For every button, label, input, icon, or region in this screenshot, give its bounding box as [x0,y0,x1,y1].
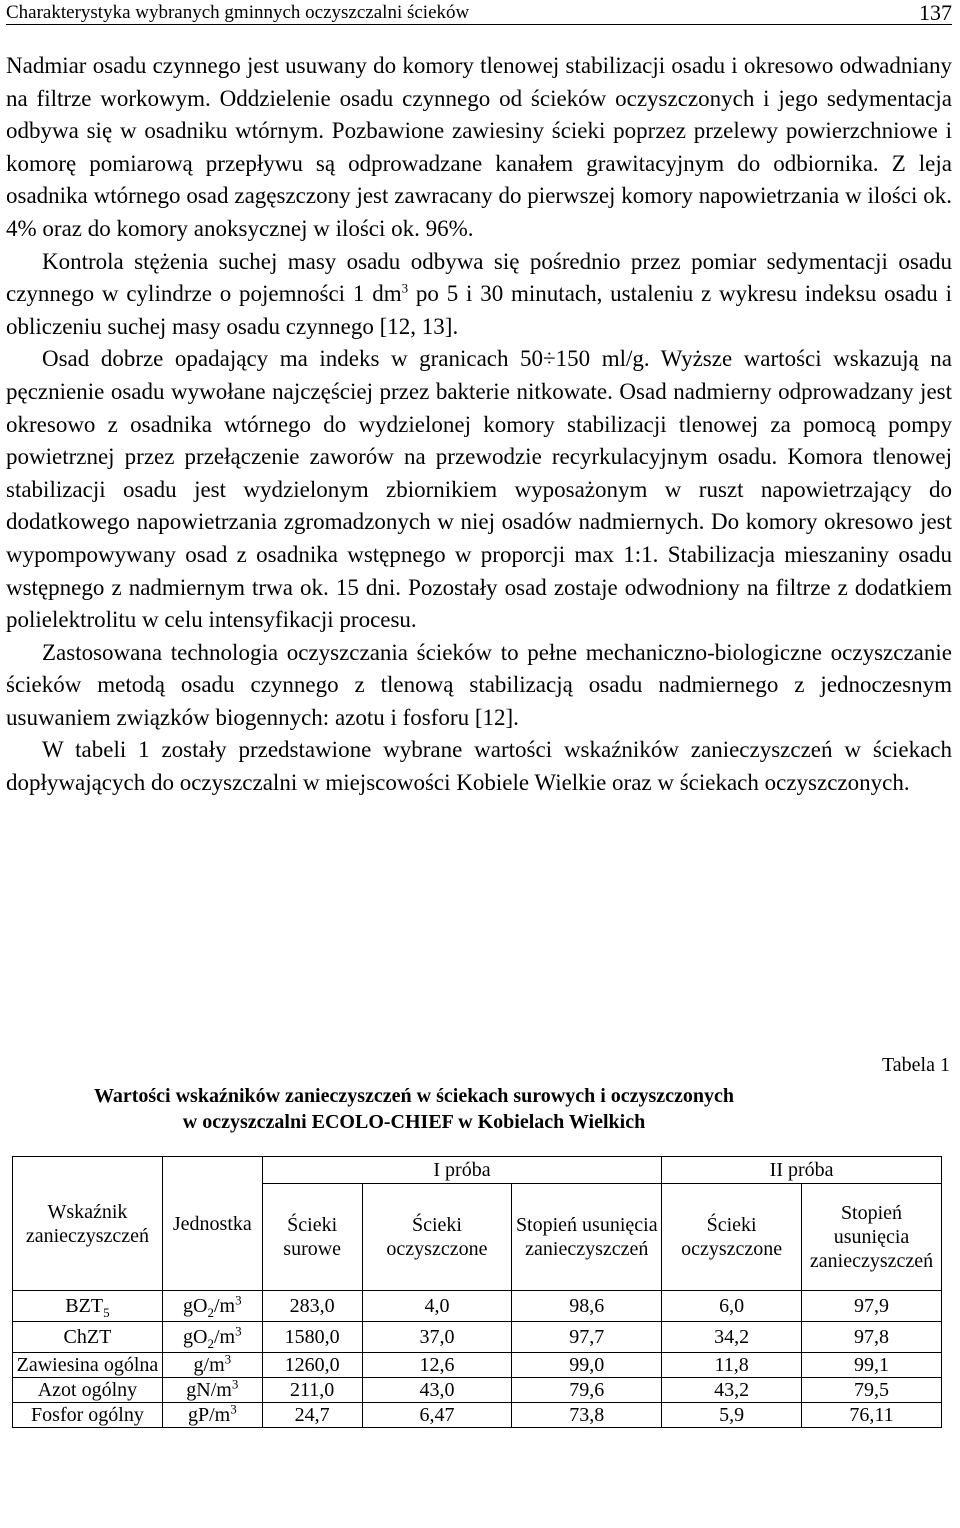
cell-unit [162,1403,262,1428]
cell-raw: 1260,0 [262,1353,362,1378]
paragraph-5: W tabeli 1 zostały przedstawione wybrane wartości wskaźników zanieczyszczeń w ściekach dopływających do oczyszczalni w miejscowości Kobiele Wielkie oraz w ściekach oczyszczonych. [6,737,952,796]
cell-raw: 24,7 [262,1403,362,1428]
cell-treated1: 6,47 [362,1403,512,1428]
paragraph-2 [6,246,952,344]
running-header [6,0,952,25]
header-unit: Jednostka [162,1157,262,1291]
header-group-1: I próba [262,1157,661,1184]
paragraph-2-superscript: 3 [401,280,409,296]
paragraph-2-part-2: po 5 i 30 minutach, ustaleniu z wykresu indeksu osadu i obliczeniu suchej masy osadu czynnego [12, 13]. [6,281,952,339]
header-removal-2: Stopień usunięcia zanieczyszczeń [802,1184,942,1291]
table-caption [6,1083,952,1135]
cell-indicator [13,1403,163,1428]
cell-unit [162,1291,262,1322]
data-table [12,1156,942,1428]
cell-indicator [13,1353,163,1378]
indicator-name: ChZT [63,1326,112,1348]
table-row [13,1322,942,1353]
paragraph-4: Zastosowana technologia oczyszczania ścieków to pełne mechaniczno-biologiczne oczyszczanie ścieków metodą osadu czynnego z tlenową stabilizacją osadu nadmiernego z jednoczesnym usuwaniem związków biogennych: azotu i fosforu [12]. [6,639,952,730]
unit-base: gN/m [186,1379,232,1401]
cell-removal2: 79,5 [802,1378,942,1403]
indicator-name: Fosfor ogólny [31,1404,144,1426]
cell-removal2: 99,1 [802,1353,942,1378]
cell-indicator [13,1322,163,1353]
cell-treated1: 37,0 [362,1322,512,1353]
unit-base: gO [183,1326,208,1348]
unit-base: g/m [193,1354,225,1376]
cell-removal1: 97,7 [512,1322,662,1353]
cell-removal2: 76,11 [802,1403,942,1428]
unit-subscript: 2 [207,1305,214,1320]
cell-treated2: 34,2 [662,1322,802,1353]
cell-treated2: 5,9 [662,1403,802,1428]
indicator-name: BZT [65,1295,104,1317]
table-row [13,1353,942,1378]
unit-superscript: 3 [231,1376,239,1392]
paragraph-1: Nadmiar osadu czynnego jest usuwany do komory tlenowej stabilizacji osadu i okresowo odwadniany na filtrze workowym. Oddzielenie osadu czynnego od ścieków oczyszczonych i jego sedymentacja odbywa się w osadniku wtórnym. Pozbawione zawiesiny ścieki poprzez przelewy powierzchniowe i komorę pomiarową przepływu są odprowadzane kanałem grawitacyjnym do odbiornika. Z leja osadnika wtórnego osad zagęszczony jest zawracany do pierwszej komory napowietrzania w ilości ok. 4% oraz do komory anoksycznej w ilości ok. 96%. [6,53,952,241]
cell-raw: 283,0 [262,1291,362,1322]
unit-rest: /m [213,1326,236,1348]
unit-superscript: 3 [224,1351,232,1367]
cell-removal1: 73,8 [512,1403,662,1428]
table-row [13,1403,942,1428]
cell-removal1: 79,6 [512,1378,662,1403]
table-caption-line-1: Wartości wskaźników zanieczyszczeń w ściekach surowych i oczyszczonych [93,1085,735,1107]
unit-subscript: 2 [207,1336,214,1351]
table-caption-line-2: w oczyszczalni ECOLO-CHIEF w Kobielach Wielkich [182,1111,646,1133]
unit-superscript: 3 [235,1292,242,1308]
unit-base: gO [183,1295,208,1317]
paragraph-2-part-1: Kontrola stężenia suchej masy osadu odbywa się pośrednio przez pomiar sedymentacji osadu czynnego w cylindrze o pojemności 1 dm [6,248,952,307]
body-text [6,50,952,800]
table-body [13,1291,942,1428]
cell-treated2: 43,2 [662,1378,802,1403]
header-removal-1: Stopień usunięcia zanieczyszczeń [512,1184,662,1291]
header-treated-1: Ścieki oczyszczone [362,1184,512,1291]
indicator-name: Azot ogólny [37,1379,138,1401]
header-indicator: Wskaźnik zanieczyszczeń [13,1157,163,1291]
table-row [13,1291,942,1322]
cell-treated1: 12,6 [362,1353,512,1378]
cell-removal2: 97,8 [802,1322,942,1353]
indicator-name: Zawiesina ogólna [16,1354,159,1376]
cell-unit [162,1353,262,1378]
indicator-subscript: 5 [103,1305,110,1320]
unit-superscript: 3 [230,1401,237,1417]
page-number: 137 [919,0,952,25]
cell-indicator [13,1291,163,1322]
table-label: Tabela 1 [881,1054,950,1076]
cell-unit [162,1322,262,1353]
table-row [13,1378,942,1403]
cell-raw: 1580,0 [262,1322,362,1353]
cell-removal2: 97,9 [802,1291,942,1322]
header-treated-2: Ścieki oczyszczone [662,1184,802,1291]
cell-removal1: 98,6 [512,1291,662,1322]
header-group-2: II próba [662,1157,942,1184]
unit-base: gP/m [187,1404,231,1426]
paragraph-3: Osad dobrze opadający ma indeks w granicach 50÷150 ml/g. Wyższe wartości wskazują na pęcznienie osadu wywołane najczęściej przez bakterie nitkowate. Osad nadmierny odprowadzany jest okresowo z osadnika wtórnego do wydzielonej komory stabilizacji tlenowej za pomocą pompy powietrznej przez przełączenie zaworów na przewodzie recyrkulacyjnym osadu. Komora tlenowej stabilizacji osadu jest wydzielonym zbiornikiem wyposażonym w ruszt napowietrzający do dodatkowego napowietrzania zgromadzonych w niej osadów nadmiernych. Do komory okresowo jest wypompowywany osad z osadnika wstępnego w proporcji max 1:1. Stabilizacja mieszaniny osadu wstępnego z nadmiernym trwa ok. 15 dni. Pozostały osad zostaje odwodniony na filtrze z dodatkiem polielektrolitu w celu intensyfikacji procesu. [6,346,952,633]
cell-indicator [13,1378,163,1403]
cell-raw: 211,0 [262,1378,362,1403]
cell-treated1: 43,0 [362,1378,512,1403]
running-title: Charakterystyka wybranych gminnych oczyszczalni ścieków [6,2,470,23]
cell-removal1: 99,0 [512,1353,662,1378]
cell-treated1: 4,0 [362,1291,512,1322]
unit-superscript: 3 [235,1323,242,1339]
header-raw: Ścieki surowe [262,1184,362,1291]
cell-unit [162,1378,262,1403]
cell-treated2: 6,0 [662,1291,802,1322]
unit-rest: /m [213,1295,236,1317]
cell-treated2: 11,8 [662,1353,802,1378]
